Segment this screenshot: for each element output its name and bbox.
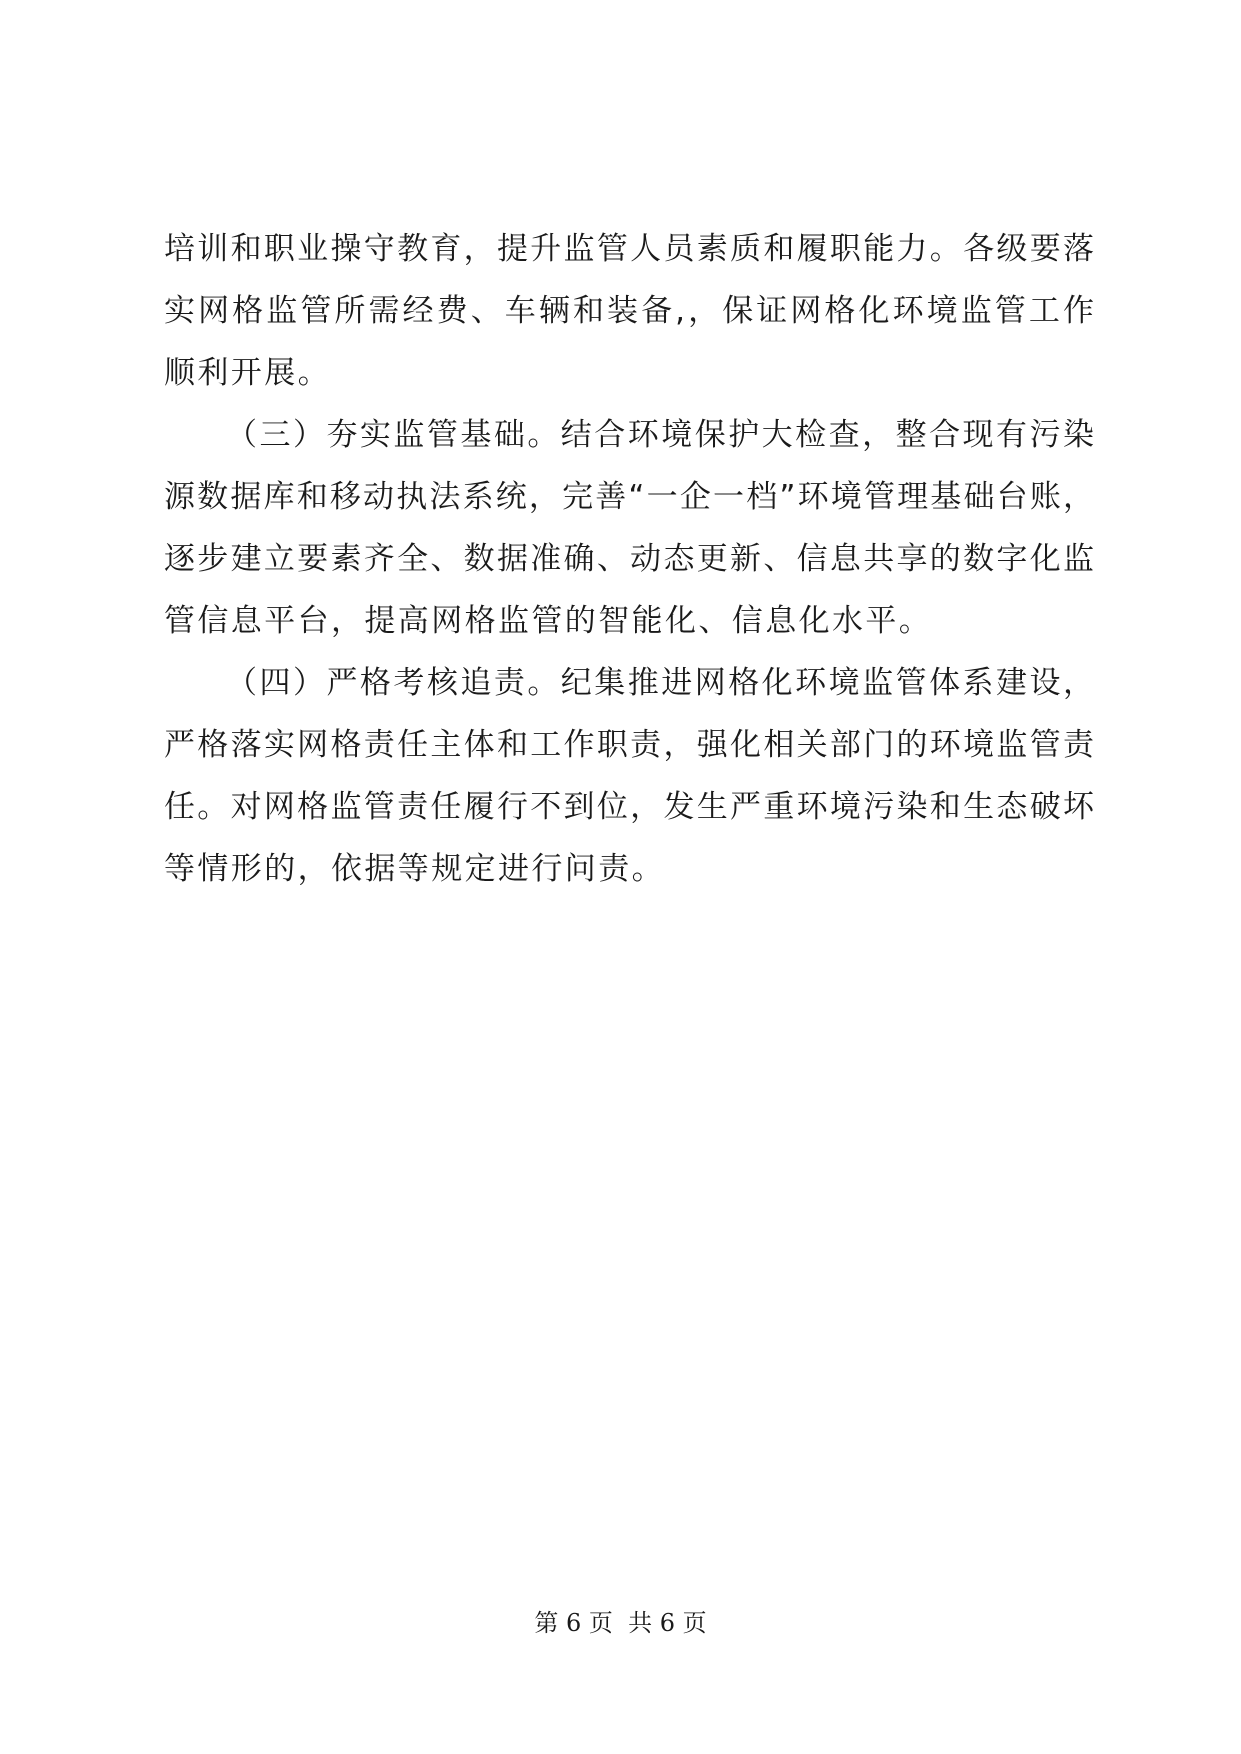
footer-spacer <box>613 1609 628 1637</box>
paragraph-line: 管信息平台，提高网格监管的智能化、信息化水平。 <box>164 603 933 639</box>
paragraph-line: 逐步建立要素齐全、数据准确、动态更新、信息共享的数字化监 <box>164 541 1094 577</box>
paragraph-line: 培训和职业操守教育，提升监管人员素质和履职能力。各级要落 <box>164 231 1094 267</box>
document-body <box>164 218 1094 900</box>
paragraph-line: 源数据库和移动执法系统，完善“一企一档”环境管理基础台账， <box>164 479 1094 515</box>
page-footer <box>0 1608 1241 1638</box>
paragraph-line: （三）夯实监管基础。结合环境保护大检查，整合现有污染 <box>226 417 1094 453</box>
page-number: 第 6 页 <box>534 1609 613 1637</box>
paragraph-line: 实网格监管所需经费、车辆和装备,，保证网格化环境监管工作 <box>164 293 1094 329</box>
paragraph-line: （四）严格考核追责。纪集推进网格化环境监管体系建设， <box>226 665 1094 701</box>
paragraph-line: 严格落实网格责任主体和工作职责，强化相关部门的环境监管责 <box>164 727 1094 763</box>
paragraph-line: 顺利开展。 <box>164 355 331 391</box>
paragraph-line: 任。对网格监管责任履行不到位，发生严重环境污染和生态破坏 <box>164 789 1094 825</box>
paragraph-line: 等情形的，依据等规定进行问责。 <box>164 851 665 887</box>
page-total: 共 6 页 <box>628 1609 707 1637</box>
